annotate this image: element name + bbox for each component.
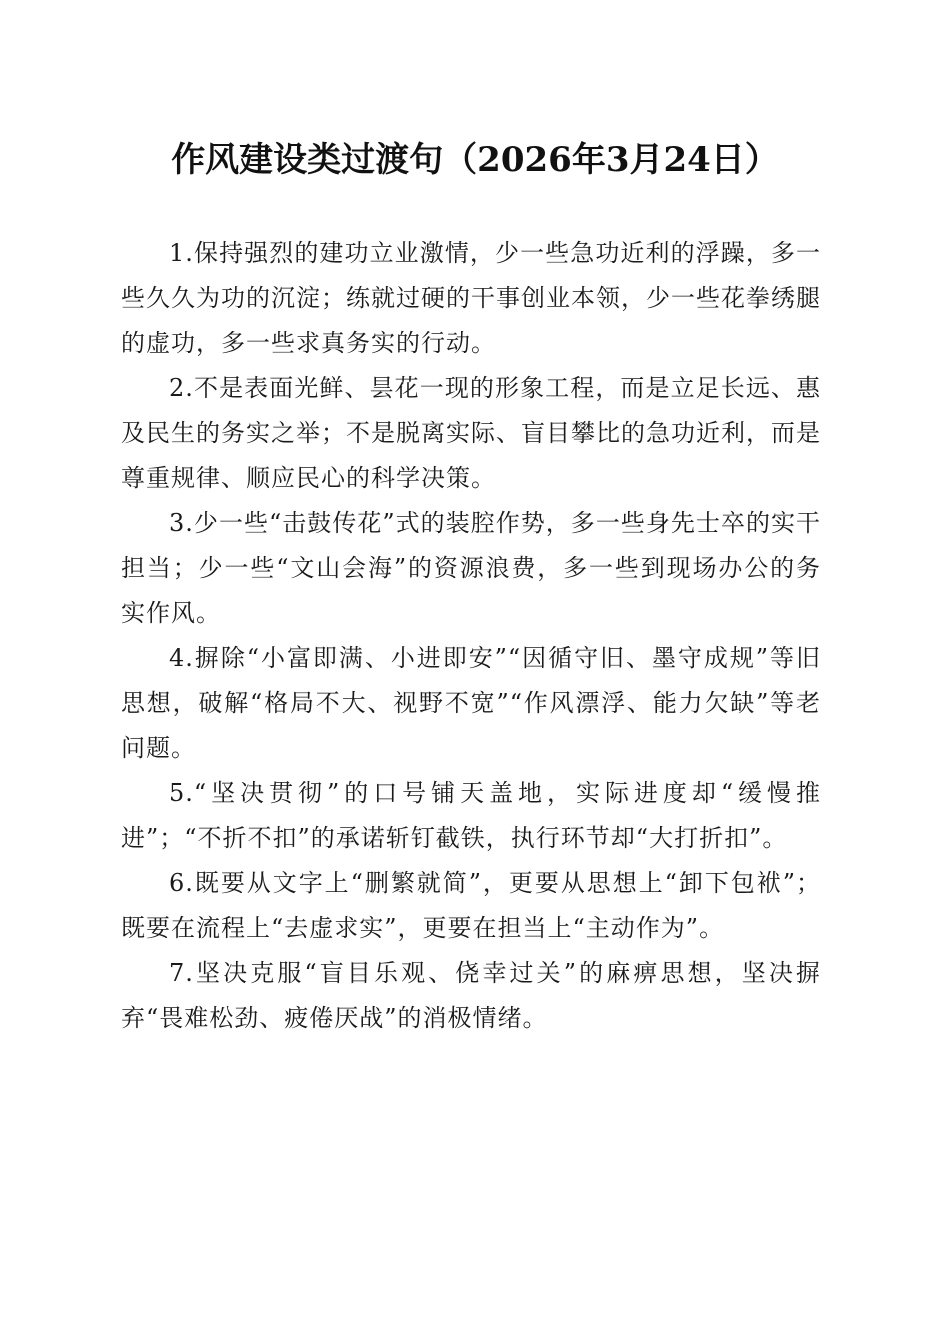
paragraph-3: 3.少一些“击鼓传花”式的装腔作势，多一些身先士卒的实干担当；少一些“文山会海”的资源浪费，多一些到现场办公的务实作风。	[121, 509, 821, 627]
document-title: 作风建设类过渡句（2026年3月24日）	[171, 140, 779, 180]
document-body	[121, 231, 821, 1041]
paragraph-6: 6.既要从文字上“删繁就简”，更要从思想上“卸下包袱”；既要在流程上“去虚求实”，更要在担当上“主动作为”。	[121, 869, 821, 942]
paragraph-5: 5.“坚决贯彻”的口号铺天盖地，实际进度却“缓慢推进”；“不折不扣”的承诺斩钉截铁，执行环节却“大打折扣”。	[121, 779, 821, 852]
paragraph-2: 2.不是表面光鲜、昙花一现的形象工程，而是立足长远、惠及民生的务实之举；不是脱离实际、盲目攀比的急功近利，而是尊重规律、顺应民心的科学决策。	[121, 374, 821, 492]
paragraph-1: 1.保持强烈的建功立业激情，少一些急功近利的浮躁，多一些久久为功的沉淀；练就过硬的干事创业本领，少一些花拳绣腿的虚功，多一些求真务实的行动。	[121, 239, 821, 357]
paragraph-7: 7.坚决克服“盲目乐观、侥幸过关”的麻痹思想，坚决摒弃“畏难松劲、疲倦厌战”的消极情绪。	[121, 959, 821, 1032]
paragraph-4: 4.摒除“小富即满、小进即安”“因循守旧、墨守成规”等旧思想，破解“格局不大、视野不宽”“作风漂浮、能力欠缺”等老问题。	[121, 644, 821, 762]
